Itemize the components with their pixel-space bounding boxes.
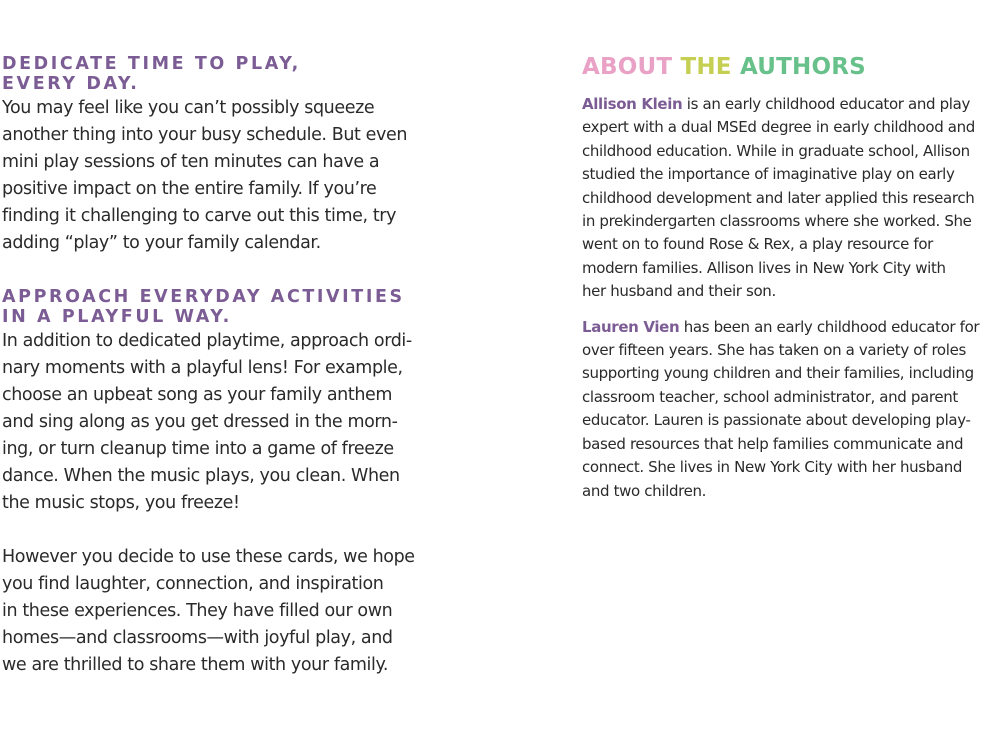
section-body-playful-way: [2, 328, 432, 517]
bio-line: expert with a dual MSEd degree in early childhood and: [582, 118, 975, 137]
title-word-the: THE: [680, 54, 732, 80]
body-line: ing, or turn cleanup time into a game of freeze: [2, 439, 394, 459]
bio-line: childhood development and later applied this research: [582, 188, 975, 207]
section-body-dedicate-time: [2, 95, 432, 257]
body-line: we are thrilled to share them with your family.: [2, 655, 389, 675]
heading-line: EVERY DAY.: [2, 74, 140, 94]
bio-line: has been an early childhood educator for: [679, 317, 980, 336]
section-body-closing: [2, 544, 432, 679]
bio-line: educator. Lauren is passionate about developing play-: [582, 411, 971, 430]
body-line: you find laughter, connection, and inspiration: [2, 574, 384, 594]
body-line: adding “play” to your family calendar.: [2, 233, 321, 253]
bio-line: supporting young children and their families, including: [582, 364, 974, 383]
body-line: choose an upbeat song as your family anthem: [2, 385, 393, 405]
body-line: dance. When the music plays, you clean. When: [2, 466, 400, 486]
body-line: nary moments with a playful lens! For example,: [2, 358, 403, 378]
author-bio-allison-klein: [582, 93, 996, 304]
body-line: and sing along as you get dressed in the morn-: [2, 412, 398, 432]
body-line: In addition to dedicated playtime, approach ordi-: [2, 331, 412, 351]
body-line: homes—and classrooms—with joyful play, and: [2, 628, 393, 648]
bio-line: based resources that help families communicate and: [582, 434, 964, 453]
section-heading-playful-way: [2, 287, 432, 327]
author-name: Lauren Vien: [582, 317, 680, 336]
bio-line: childhood education. While in graduate school, Allison: [582, 141, 970, 160]
body-line: the music stops, you freeze!: [2, 493, 240, 513]
bio-line: is an early childhood educator and play: [682, 95, 970, 113]
section-closing: [2, 544, 432, 679]
section-dedicate-time: [2, 54, 432, 257]
title-word-about: ABOUT: [582, 54, 673, 80]
section-playful-way: [2, 287, 432, 517]
bio-line: connect. She lives in New York City with her husband: [582, 458, 963, 477]
heading-line: DEDICATE TIME TO PLAY,: [2, 54, 301, 74]
author-bio-lauren-vien: [582, 316, 996, 503]
heading-line: IN A PLAYFUL WAY.: [2, 307, 232, 327]
bio-line: and two children.: [582, 481, 707, 500]
heading-line: APPROACH EVERYDAY ACTIVITIES: [2, 287, 405, 307]
body-line: finding it challenging to carve out this time, try: [2, 206, 397, 226]
body-line: positive impact on the entire family. If you’re: [2, 179, 377, 199]
right-column: [582, 53, 996, 503]
about-the-authors-title: [582, 53, 996, 81]
bio-line: studied the importance of imaginative play on early: [582, 165, 955, 184]
body-line: However you decide to use these cards, we hope: [2, 547, 415, 567]
body-line: another thing into your busy schedule. But even: [2, 125, 408, 145]
body-line: mini play sessions of ten minutes can have a: [2, 152, 380, 172]
body-line: You may feel like you can’t possibly squeeze: [2, 98, 375, 118]
body-line: in these experiences. They have filled our own: [2, 601, 393, 621]
bio-line: in prekindergarten classrooms where she worked. She: [582, 212, 972, 231]
title-word-authors: AUTHORS: [739, 54, 866, 80]
bio-line: went on to found Rose & Rex, a play resource for: [582, 235, 933, 254]
bio-line: her husband and their son.: [582, 282, 776, 301]
bio-line: classroom teacher, school administrator, and parent: [582, 387, 958, 406]
left-column: [2, 54, 432, 679]
bio-line: modern families. Allison lives in New York City with: [582, 258, 946, 277]
section-heading-dedicate-time: [2, 54, 432, 94]
author-name: Allison Klein: [582, 95, 683, 113]
bio-line: over fifteen years. She has taken on a variety of roles: [582, 341, 966, 360]
